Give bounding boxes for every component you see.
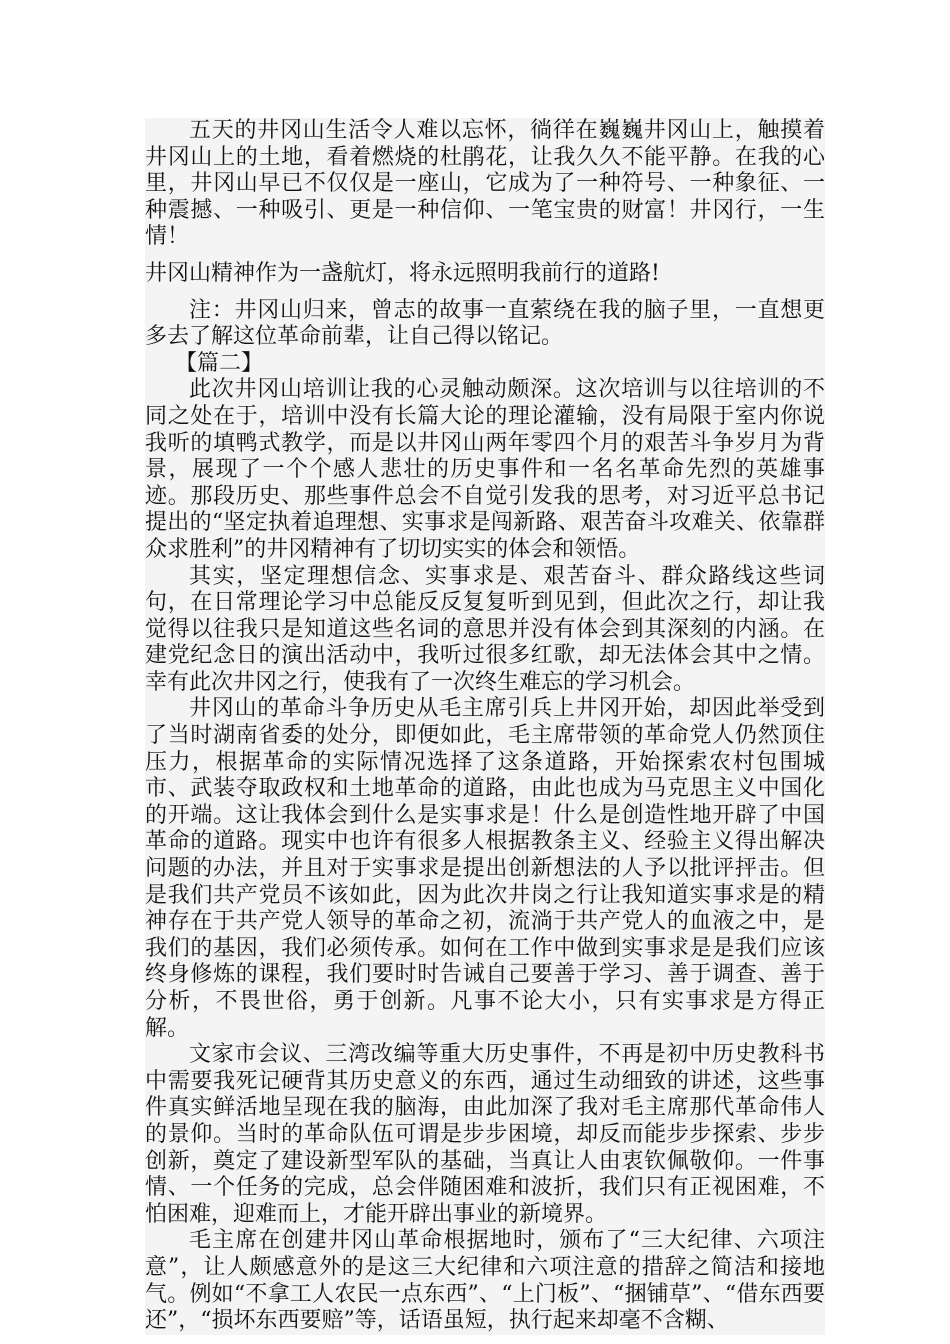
paragraph-note: 注：井冈山归来，曾志的故事一直萦绕在我的脑子里，一直想更多去了解这位革命前辈，让自己得以铭记。: [145, 297, 825, 350]
paragraph-jinggangshan-memories: 五天的井冈山生活令人难以忘怀，徜徉在巍巍井冈山上，触摸着井冈山上的土地，看着燃烧的杜鹃花，让我久久不能平静。在我的心里，井冈山早已不仅仅是一座山，它成为了一种符号、一种象征、一种震撼、一种吸引、更是一种信仰、一笔宝贵的财富！井冈行，一生情！: [145, 118, 825, 250]
document-body: [145, 118, 825, 1335]
paragraph-training: 此次井冈山培训让我的心灵触动颇深。这次培训与以往培训的不同之处在于，培训中没有长篇大论的理论灌输，没有局限于室内你说我听的填鸭式教学，而是以井冈山两年零四个月的艰苦斗争岁月为背景，展现了一个个感人悲壮的历史事件和一名名革命先烈的英雄事迹。那段历史、那些事件总会不自觉引发我的思考，对习近平总书记提出的“坚定执着追理想、实事求是闯新路、艰苦奋斗攻难关、依靠群众求胜利”的井冈精神有了切切实实的体会和领悟。: [145, 377, 825, 562]
paragraph-beacon: 井冈山精神作为一盏航灯，将永远照明我前行的道路!: [145, 260, 660, 286]
section-heading: 【篇二】: [175, 350, 264, 376]
paragraph-events: 文家市会议、三湾改编等重大历史事件，不再是初中历史教科书中需要我死记硬背其历史意义的东西，通过生动细致的讲述，这些事件真实鲜活地呈现在我的脑海，由此加深了我对毛主席那代革命伟人的景仰。当时的革命队伍可谓是步步困境，却反而能步步探索、步步创新，奠定了建设新型军队的基础，当真让人由衷钦佩敬仰。一件事情、一个任务的完成，总会伴随困难和波折，我们只有正视困难，不怕困难，迎难而上，才能开辟出事业的新境界。: [145, 1042, 825, 1227]
paragraph-history: 井冈山的革命斗争历史从毛主席引兵上井冈开始，却因此举受到了当时湖南省委的处分，即便如此，毛主席带领的革命党人仍然顶住压力，根据革命的实际情况选择了这条道路，开始探索农村包围城市、武装夺取政权和土地革命的道路，由此也成为马克思主义中国化的开端。这让我体会到什么是实事求是！什么是创造性地开辟了中国革命的道路。现实中也许有很多人根据教条主义、经验主义得出解决问题的办法，并且对于实事求是提出创新想法的人予以批评抨击。但是我们共产党员不该如此，因为此次井岗之行让我知道实事求是的精神存在于共产党人领导的革命之初，流淌于共产党人的血液之中，是我们的基因，我们必须传承。如何在工作中做到实事求是是我们应该终身修炼的课程，我们要时时告诫自己要善于学习、善于调查、善于分析，不畏世俗，勇于创新。凡事不论大小，只有实事求是方得正解。: [145, 696, 825, 1041]
paragraph-discipline: 毛主席在创建井冈山革命根据地时，颁布了“三大纪律、六项注意”，让人颇感意外的是这三大纪律和六项注意的措辞之简洁和接地气。例如“不拿工人农民一点东西”、“上门板”、“捆铺草”、“借东西要还”，“损坏东西要赔”等，话语虽短，执行起来却毫不含糊、: [145, 1228, 825, 1334]
paragraph-ideals: 其实，坚定理想信念、实事求是、艰苦奋斗、群众路线这些词句，在日常理论学习中总能反反复复听到见到，但此次之行，却让我觉得以往我只是知道这些名词的意思并没有体会到其深刻的内涵。在建党纪念日的演出活动中，我听过很多红歌，却无法体会其中之情。幸有此次井冈之行，使我有了一次终生难忘的学习机会。: [145, 563, 825, 695]
